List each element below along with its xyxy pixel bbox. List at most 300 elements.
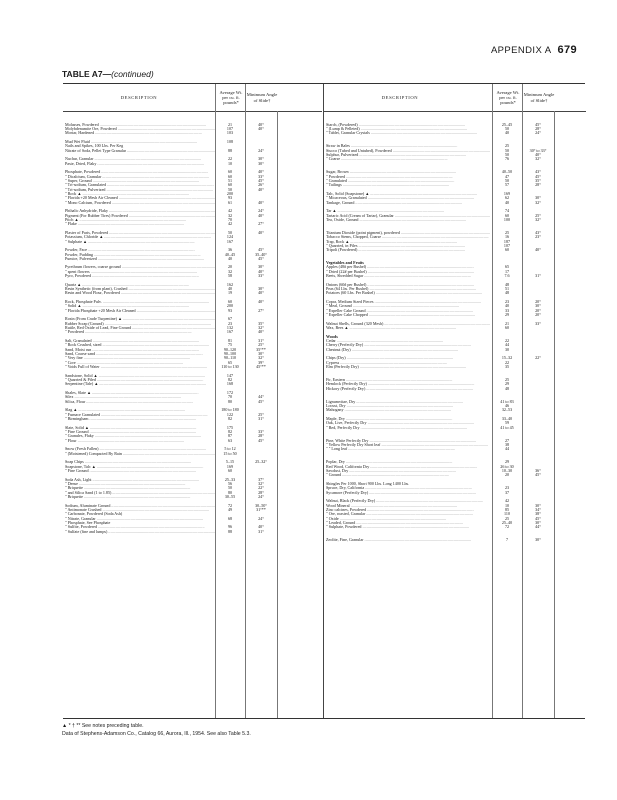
row-angle: 33° — [258, 273, 264, 279]
row-description: Nitrate of Soda, Pellet Type Granular ..... — [65, 149, 215, 153]
right-header — [324, 84, 586, 112]
row-weight: 35 — [504, 364, 510, 370]
row-weight: 36 — [227, 247, 233, 253]
row-weight: 32 — [227, 268, 233, 274]
row-angle: 31° — [258, 528, 264, 534]
row-angle: 40° — [535, 247, 541, 253]
row-angle: 24° — [258, 147, 264, 153]
left-header-angle: Minimum Angle of Slide† — [245, 84, 278, 111]
row-angle: 38° — [535, 511, 541, 517]
row-weight: 44 — [504, 446, 510, 452]
row-description: " Leaded, Ground ..... — [326, 521, 490, 525]
row-angle: 33° — [535, 320, 541, 326]
row-description: " Tri-sodium, Pulverized ..... — [65, 188, 215, 192]
row-description: " Oxide ..... — [326, 517, 490, 521]
row-weight: 10 — [227, 160, 233, 166]
row-weight: 60 — [227, 182, 233, 188]
row-description: " Fine Ground ..... — [65, 430, 215, 434]
row-weight: 107 — [226, 125, 234, 131]
row-description: " Super, Ground ..... — [65, 179, 215, 183]
row-angle: 23° — [535, 234, 541, 240]
table-title-continued: (continued) — [111, 69, 154, 79]
row-description: " Dense ..... — [65, 482, 215, 486]
row-weight: 80 — [227, 398, 233, 404]
row-description: Phosphate, Powdered ..... — [65, 170, 215, 174]
row-weight: 47 — [504, 173, 510, 179]
left-rows — [65, 114, 322, 534]
row-description: Tobacco Stems, Chopped, Coarse ..... — [326, 235, 490, 239]
row-weight: 57 — [504, 182, 510, 188]
row-angle: 40° — [535, 151, 541, 157]
row-weight: 5–15 — [225, 459, 235, 465]
page-number: 679 — [557, 44, 577, 56]
row-weight: 30–55 — [224, 493, 236, 499]
row-description: " spent flowers ..... — [65, 270, 215, 274]
row-weight: 20 — [504, 472, 510, 478]
row-description: Tripoli (Powdered) ..... — [326, 248, 490, 252]
row-weight: 59 — [504, 420, 510, 426]
row-weight: 50 — [504, 151, 510, 157]
row-angle: 30° — [258, 160, 264, 166]
row-description: Soap Chips ..... — [65, 460, 215, 464]
row-weight: 40 — [227, 255, 233, 261]
row-description: " Tablet, Granular Crystals ..... — [326, 131, 490, 135]
row-angle: 35°** — [256, 346, 266, 352]
row-weight: 5 to 12 — [224, 446, 236, 452]
left-header-description: DESCRIPTION — [120, 94, 158, 100]
row-angle: 30° — [258, 264, 264, 270]
row-description: " Sulphate, Powdered ..... — [326, 525, 490, 529]
row-weight: 60 — [504, 247, 510, 253]
row-angle: 31°** — [256, 506, 266, 512]
row-weight: 23 — [504, 485, 510, 491]
row-weight: 200 — [226, 303, 234, 309]
row-description: Wax, Bees ▲ ..... — [326, 326, 490, 330]
running-head — [491, 44, 577, 56]
row-weight: 162 — [226, 281, 234, 287]
row-description: Phthalic Anhydride, Flaky ..... — [65, 209, 215, 213]
row-angle: 40° — [258, 186, 264, 192]
row-weight: 42 — [227, 208, 233, 214]
row-description: Salt, Granulated ..... — [65, 339, 215, 343]
row-weight: 15–32 — [501, 355, 513, 361]
row-weight: 25 — [504, 143, 510, 149]
row-description: " Fine Ground ..... — [65, 469, 215, 473]
row-description: Potatoes (60 Lbs. Per Bushel) ..... — [326, 291, 490, 295]
row-angle: 22° — [535, 355, 541, 361]
row-description: " Briquette ..... — [65, 495, 215, 499]
row-weight: 50 — [227, 186, 233, 192]
row-weight: 82 — [227, 415, 233, 421]
row-angle: 22° — [258, 485, 264, 491]
row-weight: 29 — [504, 312, 510, 318]
row-description: Silica, Flour ..... — [65, 400, 215, 404]
row-description: Chips (Dry) ..... — [326, 356, 490, 360]
row-angle: 40° — [258, 290, 264, 296]
row-weight: 62 — [504, 195, 510, 201]
row-weight: 37 — [504, 489, 510, 495]
row-description: Maple, Dry ..... — [326, 417, 490, 421]
row-description: Locust, Dry ..... — [326, 404, 490, 408]
row-description: " Quarried & Piled ..... — [65, 378, 215, 382]
row-angle: 33° — [258, 428, 264, 434]
row-angle: 45° — [535, 173, 541, 179]
row-angle: 25–32° — [255, 459, 267, 465]
row-weight: 169 — [503, 190, 511, 196]
row-description: " " Long leaf ..... — [326, 447, 490, 451]
row-description: Silex ..... — [65, 395, 215, 399]
row-description: " Yellow Perfectly Dry Short leaf ..... — [326, 443, 490, 447]
footnote-symbols: ▲ * † ** See notes preceding table. — [62, 723, 144, 729]
row-weight: 72 — [504, 524, 510, 530]
left-header-weight: Average Wt. per cu. ft. pounds* — [215, 84, 246, 111]
row-angle: 26° — [258, 182, 264, 188]
row-description: Chestnut (Dry) ..... — [326, 348, 490, 352]
row-description: " Phosphate, See Phosphate — [65, 520, 111, 525]
row-description: Mud Wet Fluid ..... — [65, 140, 215, 144]
row-weight: 41 to 45 — [500, 424, 514, 430]
row-weight: 103 — [226, 130, 234, 136]
row-description: Mahogany ..... — [326, 408, 490, 412]
row-weight: 60 — [504, 325, 510, 331]
row-description: " Expeller Cake Ground ..... — [326, 309, 490, 313]
row-weight: 110 — [504, 511, 510, 517]
row-weight: 122 — [226, 411, 234, 417]
row-description: Paste, Dried, Flaky ..... — [65, 162, 215, 166]
row-weight: 50 — [227, 229, 233, 235]
data-table — [63, 83, 585, 719]
row-angle: 25° — [258, 342, 264, 348]
row-description: Cedar ..... — [326, 339, 490, 343]
row-weight: 40–45 — [224, 251, 236, 257]
row-description: Shingles Per 1000, Short 900 Lbs. Long 1400 Lbs. — [326, 481, 410, 486]
row-weight: 90–120 — [223, 346, 237, 352]
row-description: " Rock ▲ ..... — [65, 192, 215, 196]
row-angle: 28° — [535, 182, 541, 188]
row-description: " Mono Calcium, Powdered ..... — [65, 201, 215, 205]
row-description: Pyrethrum flowers, coarse ground ..... — [65, 265, 215, 269]
row-weight: 82 — [227, 428, 233, 434]
row-description: Spruce, Dry, California ..... — [326, 486, 490, 490]
row-description: Sawdust, Dry ..... — [326, 469, 490, 473]
row-angle: 44° — [258, 394, 264, 400]
row-description: " Red, Perfectly Dry ..... — [326, 426, 490, 430]
row-description: " Granules, Flaky ..... — [65, 434, 215, 438]
row-description: Trap, Rock ▲ ..... — [326, 240, 490, 244]
row-weight: 61 — [227, 199, 233, 205]
row-angle: 20° — [535, 312, 541, 318]
row-weight: 32 — [227, 212, 233, 218]
row-description: Powder, Face ..... — [65, 248, 215, 252]
row-description: Stucco (Tubed and Untubed), Powdered ..... — [326, 149, 490, 153]
row-angle: 32° — [258, 325, 264, 331]
row-weight: 29 — [504, 381, 510, 387]
row-description: Tar ▲ ..... — [326, 209, 490, 213]
table-row — [326, 538, 586, 542]
row-description: " Sulfite, Powdered ..... — [65, 525, 215, 529]
row-angle: 30° — [258, 286, 264, 292]
row-description: " Florida +20 Mesh Air Cleaned ..... — [65, 196, 215, 200]
row-weight: 33 — [504, 307, 510, 313]
row-description: " Granulated ..... — [326, 179, 490, 183]
row-description: Sycamore (Perfectly Dry) ..... — [326, 491, 490, 495]
row-angle: 32° — [258, 480, 264, 486]
row-weight: 29 — [504, 459, 510, 465]
row-weight: 15 to 50 — [223, 450, 237, 456]
row-weight: 20 — [227, 264, 233, 270]
row-description: Wood Mineral ..... — [326, 504, 490, 508]
row-description: Molasses, Powdered ..... — [65, 123, 215, 127]
row-weight: 19 — [227, 290, 233, 296]
row-description: Zinc calcines, Powdered ..... — [326, 508, 490, 512]
row-description: Slag ▲ ..... — [65, 408, 215, 412]
row-description: Apples (48# per Bushel) ..... — [326, 265, 490, 269]
row-angle: 30° — [258, 351, 264, 357]
row-weight: 48 — [504, 290, 510, 296]
row-weight: 46 — [504, 402, 510, 408]
row-angle: 30° — [258, 156, 264, 162]
row-weight: 50 — [504, 147, 510, 153]
row-weight: 25–45 — [501, 121, 513, 127]
row-weight: 42 — [504, 498, 510, 504]
row-description: Peas (64 Lbs. Per Bushel) ..... — [326, 287, 490, 291]
row-weight: 25–40 — [501, 519, 513, 525]
row-angle: 24° — [258, 493, 264, 499]
row-description: Tartaric Acid (Cream of Tartar), Granular ..... — [326, 214, 490, 218]
row-description: " Powdered ..... — [65, 330, 215, 334]
row-angle: 28° — [258, 489, 264, 495]
row-description: Talc, Solid (Soapstone) ▲ ..... — [326, 192, 490, 196]
row-weight: 180 to 180 — [221, 407, 239, 413]
row-weight: 23 — [504, 299, 510, 305]
row-angle: 30° to 33° — [529, 147, 547, 153]
row-description: Walnut, Black (Perfectly Dry) ..... — [326, 499, 490, 503]
row-description: Zeolite, Fine, Granular ..... — [326, 538, 490, 542]
right-rows — [326, 114, 586, 542]
row-angle: 28° — [535, 125, 541, 131]
row-angle: 24° — [258, 208, 264, 214]
row-description: Poplar, Dry ..... — [326, 460, 490, 464]
row-description: " Voids Full of Water ..... — [65, 365, 215, 369]
row-weight: 82 — [227, 377, 233, 383]
source-note: Data of Stephens-Adamson Co., Catalog 66, Aurora, Ill., 1954. See also Table 5.3. — [62, 731, 251, 737]
row-description: " Tri-sodium, Granulated ..... — [65, 183, 215, 187]
row-weight: 81 — [227, 338, 233, 344]
row-description: Serpentine (Tale) ▲ ..... — [65, 382, 215, 386]
row-weight: 60 — [227, 173, 233, 179]
row-angle: 35° — [258, 320, 264, 326]
row-weight: 93 — [227, 307, 233, 313]
row-weight: 40 — [504, 199, 510, 205]
row-description: Molybdenumite Ore, Powdered ..... — [65, 127, 215, 131]
row-description: " Powdered ..... — [326, 175, 490, 179]
row-angle: 43° — [535, 229, 541, 235]
row-weight: 25–33 — [224, 476, 236, 482]
row-description: Sugar, Brown ..... — [326, 170, 490, 174]
row-angle: 40° — [258, 329, 264, 335]
row-angle: 40° — [258, 199, 264, 205]
row-angle: 36° — [535, 467, 541, 473]
row-weight: 41 to 83 — [500, 398, 514, 404]
row-weight: 50 — [504, 125, 510, 131]
row-weight: 25 — [504, 229, 510, 235]
row-description: " Rock Crushed, sized ..... — [65, 343, 215, 347]
row-angle: 32° — [535, 216, 541, 222]
row-description: Shales, Slate ▲ ..... — [65, 391, 215, 395]
row-angle: 35° — [535, 177, 541, 183]
row-weight: 68 — [227, 515, 233, 521]
row-description: Red Wood, California Dry ..... — [326, 465, 490, 469]
row-weight: 93 — [227, 195, 233, 201]
table-left-half — [63, 84, 322, 718]
row-weight: 60 — [227, 169, 233, 175]
row-description: Oak, Live, Perfectly Dry ..... — [326, 421, 490, 425]
row-description: " Dicalcium, Granular ..... — [65, 175, 215, 179]
row-angle: 44° — [535, 524, 541, 530]
row-description: " Solid ▲ ..... — [65, 304, 215, 308]
row-angle: 31° — [535, 273, 541, 279]
row-description: " Dried (22# per Bushel) ..... — [326, 270, 490, 274]
row-weight: 30 — [504, 346, 510, 352]
row-weight: 10–30 — [501, 467, 513, 473]
row-weight: 40–50 — [501, 169, 513, 175]
row-weight: 167 — [226, 329, 234, 335]
row-description: Potassium, Chloride ▲ ..... — [65, 235, 215, 239]
row-weight: 49 — [227, 506, 233, 512]
row-weight: 70 — [227, 394, 233, 400]
row-description: Titanium Dioxide (point pigment), powdered ..... — [326, 231, 490, 235]
row-angle: 30° — [535, 303, 541, 309]
row-description: " Flake ..... — [65, 222, 215, 226]
row-description: Snow (Fresh Fallen) ..... — [65, 447, 215, 451]
row-weight: 90–100 — [223, 351, 237, 357]
row-description: Slate, Solid ▲ ..... — [65, 426, 215, 430]
row-angle: 40° — [258, 524, 264, 530]
row-description: " Carbonate, Powdered (Soda Ash) — [65, 512, 123, 517]
row-weight: 96 — [227, 524, 233, 530]
right-header-description: DESCRIPTION — [381, 94, 419, 100]
row-description: Pumice, Pulverized ..... — [65, 257, 215, 261]
row-description: Nuchar, Granular ..... — [65, 157, 215, 161]
row-weight: 72 — [227, 502, 233, 508]
row-weight: 63 — [227, 437, 233, 443]
row-weight: 172 — [226, 390, 234, 395]
row-angle: 40° — [258, 229, 264, 235]
row-description: Vegetables and Fruits — [326, 261, 364, 266]
table-title — [62, 69, 154, 79]
row-weight: 56 — [227, 480, 233, 486]
row-angle: 45° — [535, 121, 541, 127]
row-description: Straw in Bales ..... — [326, 144, 490, 148]
row-angle: 28° — [258, 433, 264, 439]
row-description: " Expeller Cake Chopped ..... — [326, 313, 490, 317]
row-angle: 40° — [258, 268, 264, 274]
row-weight: 22 — [227, 156, 233, 162]
row-angle: 25° — [258, 411, 264, 417]
row-angle: 39° — [258, 359, 264, 365]
row-angle: 30–50° — [255, 502, 267, 508]
row-weight: 147 — [226, 372, 234, 378]
row-weight: 58 — [227, 273, 233, 279]
row-description: Starch, (Powdered) ..... — [326, 123, 490, 127]
row-angle: 27° — [258, 307, 264, 313]
row-angle: 30° — [535, 519, 541, 525]
row-angle: 45° — [258, 177, 264, 183]
table-title-main: TABLE A7— — [62, 69, 112, 79]
row-weight: 60 — [504, 212, 510, 218]
row-description: Walnut Shells, Ground (320 Mesh) ..... — [326, 322, 490, 326]
row-weight: 51 — [227, 177, 233, 183]
row-angle: 30° — [535, 502, 541, 508]
row-description: Sodium, Aluminate Ground ..... — [65, 504, 215, 508]
row-weight: 87 — [227, 433, 233, 439]
row-weight: 26 to 30 — [500, 463, 514, 469]
row-description: Nails and Spikes, 100 Lbs. Per Keg — [65, 144, 124, 149]
row-description: Lignumvitae, Dry ..... — [326, 400, 490, 404]
row-description: Pitch ▲ ..... — [65, 218, 215, 222]
row-weight: 25 — [504, 515, 510, 521]
row-weight: 100 — [503, 216, 511, 222]
table-row — [65, 530, 322, 534]
row-weight: 7.6 — [504, 273, 510, 279]
row-weight: 40 — [504, 130, 510, 136]
row-weight: 51 — [504, 286, 510, 292]
row-weight: 200 — [226, 190, 234, 196]
row-weight: 76 — [504, 156, 510, 162]
row-weight: 50 — [227, 485, 233, 491]
row-weight: 22 — [504, 338, 510, 344]
row-weight: 40 — [504, 303, 510, 309]
row-angle: 24° — [535, 130, 541, 136]
row-angle: 45°** — [256, 364, 266, 370]
row-description: Cherry (Perfectly Dry) ..... — [326, 343, 490, 347]
row-description: Rock, Phosphate Pulv. ..... — [65, 300, 215, 304]
row-weight: 187 — [503, 238, 511, 244]
row-description: " Tailings ..... — [326, 183, 490, 187]
row-description: Plaster of Paris, Powdered ..... — [65, 231, 215, 235]
row-description: Pigment (For Rubber Tires) Powdered ..... — [65, 214, 215, 218]
row-description: " (Lump & Pelleted) ..... — [326, 127, 490, 131]
row-description: Pine, White Perfectly Dry ..... — [326, 439, 490, 443]
row-weight: 175 — [226, 424, 234, 430]
row-description: " Florida Phosphate +20 Mesh Air Cleaned ..... — [65, 309, 215, 313]
row-description: Woods — [326, 334, 338, 339]
row-angle: 43° — [535, 169, 541, 175]
row-weight: 21 — [227, 121, 233, 127]
row-description: Quartz ▲ ..... — [65, 283, 215, 287]
row-weight: 67 — [227, 316, 233, 322]
row-angle: 45° — [535, 472, 541, 478]
row-description: " Meal, Ground ..... — [326, 304, 490, 308]
row-angle: 40° — [258, 169, 264, 175]
row-description: Onions (60# per Bushel) ..... — [326, 283, 490, 287]
row-description: Cypress ..... — [326, 361, 490, 365]
row-angle: 32° — [258, 355, 264, 361]
row-description: " Sulphate ▲ ..... — [65, 240, 215, 244]
row-weight: 168 — [226, 381, 234, 387]
row-weight: 7 — [505, 537, 509, 543]
row-description: " Micaceous, Granulated ..... — [326, 196, 490, 200]
row-description: " and Silica Sand (1 to 1.85) ..... — [65, 491, 215, 495]
row-description: Hickory (Perfectly Dry) ..... — [326, 387, 490, 391]
row-weight: 44 — [504, 342, 510, 348]
running-head-title: APPENDIX A — [490, 45, 552, 56]
row-description: Fir, Eastern ..... — [326, 378, 490, 382]
row-description: Sulphur, Pulverized ..... — [326, 153, 490, 157]
row-description: Tankage, Ground ..... — [326, 201, 490, 205]
row-angle: 40° — [258, 299, 264, 305]
row-description: " Ground ..... — [326, 473, 490, 477]
